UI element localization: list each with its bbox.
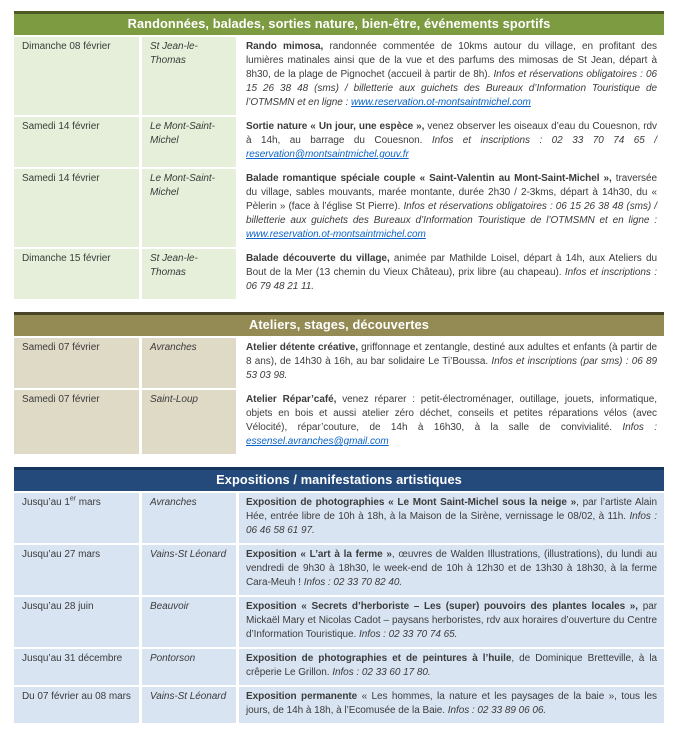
- text-segment: Infos :: [622, 422, 657, 433]
- description-cell: [239, 649, 664, 685]
- link[interactable]: www.reservation.ot-montsaintmichel.com: [351, 97, 531, 108]
- text-segment: , par l’artiste Alain Hée, entrée libre de 10h à 18h, à la Maison de la Sirène, vernissage le 08/02, à 11h.: [246, 497, 657, 522]
- description-cell: [239, 597, 664, 647]
- text-segment: Samedi 07 février: [22, 394, 100, 405]
- location-cell: Pontorson: [142, 649, 236, 685]
- location-cell: Vains-St Léonard: [142, 545, 236, 595]
- description-cell: [239, 493, 664, 543]
- text-segment: Atelier Répar’café,: [246, 394, 337, 405]
- text-segment: Balade romantique spéciale couple « Saint-Valentin au Mont-Saint-Michel »,: [246, 173, 612, 184]
- text-segment: Samedi 14 février: [22, 121, 100, 132]
- link[interactable]: reservation@montsaintmichel.gouv.fr: [246, 149, 409, 160]
- section-header: [14, 467, 664, 491]
- text-segment: Infos et inscriptions (par sms) : 06 89 53 03 98.: [246, 356, 657, 381]
- link[interactable]: www.reservation.ot-montsaintmichel.com: [246, 229, 426, 240]
- section-title: Ateliers, stages, découvertes: [248, 317, 429, 332]
- section-header: [14, 11, 664, 35]
- location-cell: Avranches: [142, 338, 236, 388]
- text-segment: Infos : 02 33 70 82 40.: [303, 577, 403, 588]
- date-cell: [14, 338, 139, 388]
- table-row: [14, 649, 664, 685]
- description-cell: [239, 169, 664, 247]
- text-segment: animée par Mathilde Loisel, départ à 14h, aux Ateliers du Bout de la Mer (13 chemin du Vieux Château), prix libre (au chapeau).: [246, 253, 658, 278]
- text-segment: Infos : 02 33 89 06 06.: [447, 705, 547, 716]
- table-row: [14, 37, 664, 115]
- date-cell: [14, 493, 139, 543]
- location-cell: St Jean-le-Thomas: [142, 249, 236, 299]
- section-ateliers: [14, 312, 664, 454]
- location-cell: Le Mont-Saint-Michel: [142, 117, 236, 167]
- description-cell: [239, 338, 664, 388]
- text-segment: Samedi 07 février: [22, 342, 100, 353]
- section-expositions: [14, 467, 664, 723]
- location-cell: St Jean-le-Thomas: [142, 37, 236, 115]
- text-segment: Du 07 février au 08 mars: [22, 691, 131, 702]
- description-cell: [239, 687, 664, 723]
- text-segment: randonnée commentée de 10kms autour du village, en profitant des lumières matinales ainsi que de la vue et des parfums des mimosas de St Jean, départ à 8h30, de la plage de Pignochet (accueil à partir de 8h).: [246, 41, 657, 80]
- text-segment: griffonnage et zentangle, destiné aux adultes et enfants (à partir de 8 ans), de 14h30 à 16h, au bar solidaire Le Ti’Boussa.: [246, 342, 657, 367]
- text-segment: venez réparer : petit-électroménager, outillage, jouets, informatique, objets en bois et aussi atelier zéro déchet, conseils et petites réparations vélos (avec Vélocité), répar’couture, de 14h à 16h30, à la salle de convivialité.: [246, 394, 657, 433]
- text-segment: par Mickaël Mary et Nicolas Cadot – paysans herboristes, rdv aux horaires d’ouverture du Centre d’Information Touristique.: [246, 601, 657, 640]
- text-segment: Exposition « L’art à la ferme »: [246, 549, 392, 560]
- text-segment: Infos et réservations obligatoires : 06 15 26 38 48 (sms) / billetterie aux guichets des Bureaux d’Information Touristique de l’OTMSMN et en ligne :: [246, 201, 657, 226]
- date-cell: [14, 37, 139, 115]
- table-row: [14, 249, 664, 299]
- location-cell: Vains-St Léonard: [142, 687, 236, 723]
- text-segment: Infos et inscriptions : 02 33 70 74 65 /: [431, 135, 658, 146]
- section-rows: [14, 493, 664, 723]
- location-cell: Avranches: [142, 493, 236, 543]
- description-cell: [239, 545, 664, 595]
- table-row: [14, 687, 664, 723]
- text-segment: Exposition de photographies et de peintures à l’huile: [246, 653, 512, 664]
- date-cell: [14, 649, 139, 685]
- section-title: Expositions / manifestations artistiques: [216, 472, 462, 487]
- text-segment: Sortie nature « Un jour, une espèce »,: [246, 121, 425, 132]
- table-row: [14, 338, 664, 388]
- description-cell: [239, 117, 664, 167]
- text-segment: Infos et réservations obligatoires : 06 15 26 38 48 (sms) / billetterie aux guichets des Bureaux d’Information Touristique de l’OTMSMN et en ligne :: [246, 69, 657, 108]
- location-cell: Saint-Loup: [142, 390, 236, 454]
- section-randonnees: [14, 11, 664, 299]
- superscript: er: [69, 495, 76, 503]
- text-segment: Atelier détente créative,: [246, 342, 359, 353]
- date-cell: [14, 597, 139, 647]
- text-segment: Exposition permanente: [246, 691, 358, 702]
- text-segment: Infos : 02 33 70 74 65.: [358, 629, 458, 640]
- date-cell: [14, 117, 139, 167]
- text-segment: Infos : 06 46 58 61 97.: [246, 511, 657, 536]
- date-cell: [14, 249, 139, 299]
- text-segment: Exposition « Secrets d’herboriste – Les (super) pouvoirs des plantes locales »,: [246, 601, 639, 612]
- text-segment: « Les hommes, la nature et les paysages de la baie », tous les jours, de 14h à 18h, à l’Ecomusée de la Baie.: [246, 691, 657, 716]
- location-cell: Beauvoir: [142, 597, 236, 647]
- section-rows: [14, 37, 664, 299]
- date-cell: [14, 169, 139, 247]
- text-segment: venez observer les oiseaux d’eau du Couesnon, rdv à 14h, au barrage du Couesnon.: [246, 121, 658, 146]
- text-segment: Rando mimosa,: [246, 41, 324, 52]
- text-segment: Jusqu’au 27 mars: [22, 549, 101, 560]
- text-segment: Samedi 14 février: [22, 173, 100, 184]
- table-row: [14, 117, 664, 167]
- description-cell: [239, 390, 664, 454]
- section-header: [14, 312, 664, 336]
- description-cell: [239, 37, 664, 115]
- text-segment: Jusqu’au 31 décembre: [22, 653, 123, 664]
- text-segment: Dimanche 08 février: [22, 41, 111, 52]
- text-segment: traversée du village, sables mouvants, marée montante, durée 2h30 / 2-3kms, départ à 14h30, du « Pèlerin » (face à l’église St Pierre).: [246, 173, 657, 212]
- location-cell: Le Mont-Saint-Michel: [142, 169, 236, 247]
- table-row: [14, 493, 664, 543]
- text-segment: Dimanche 15 février: [22, 253, 111, 264]
- text-segment: Exposition de photographies « Le Mont Saint-Michel sous la neige »: [246, 497, 577, 508]
- date-cell: [14, 390, 139, 454]
- text-segment: Jusqu’au 1: [22, 497, 70, 508]
- text-segment: Balade découverte du village,: [246, 253, 390, 264]
- text-segment: , de Dominique Bretteville, à la crêperie Le Grillon.: [246, 653, 657, 678]
- table-row: [14, 597, 664, 647]
- text-segment: Infos et inscriptions : 06 79 48 21 11.: [246, 267, 657, 292]
- text-segment: Jusqu’au 28 juin: [22, 601, 94, 612]
- section-title: Randonnées, balades, sorties nature, bien-être, événements sportifs: [127, 16, 551, 31]
- table-row: [14, 390, 664, 454]
- text-segment: mars: [76, 497, 101, 508]
- date-cell: [14, 545, 139, 595]
- text-segment: Infos : 02 33 60 17 80.: [332, 667, 431, 678]
- date-cell: [14, 687, 139, 723]
- section-rows: [14, 338, 664, 454]
- table-row: [14, 545, 664, 595]
- text-segment: , œuvres de Walden Illustrations, (illustrations), du lundi au vendredi de 9h30 à 18h30, le week-end de 10h à 12h30 et de 13h30 à 18h30, à la ferme Cara-Meuh !: [246, 549, 657, 588]
- table-row: [14, 169, 664, 247]
- description-cell: [239, 249, 664, 299]
- link[interactable]: essensel.avranches@gmail.com: [246, 436, 389, 447]
